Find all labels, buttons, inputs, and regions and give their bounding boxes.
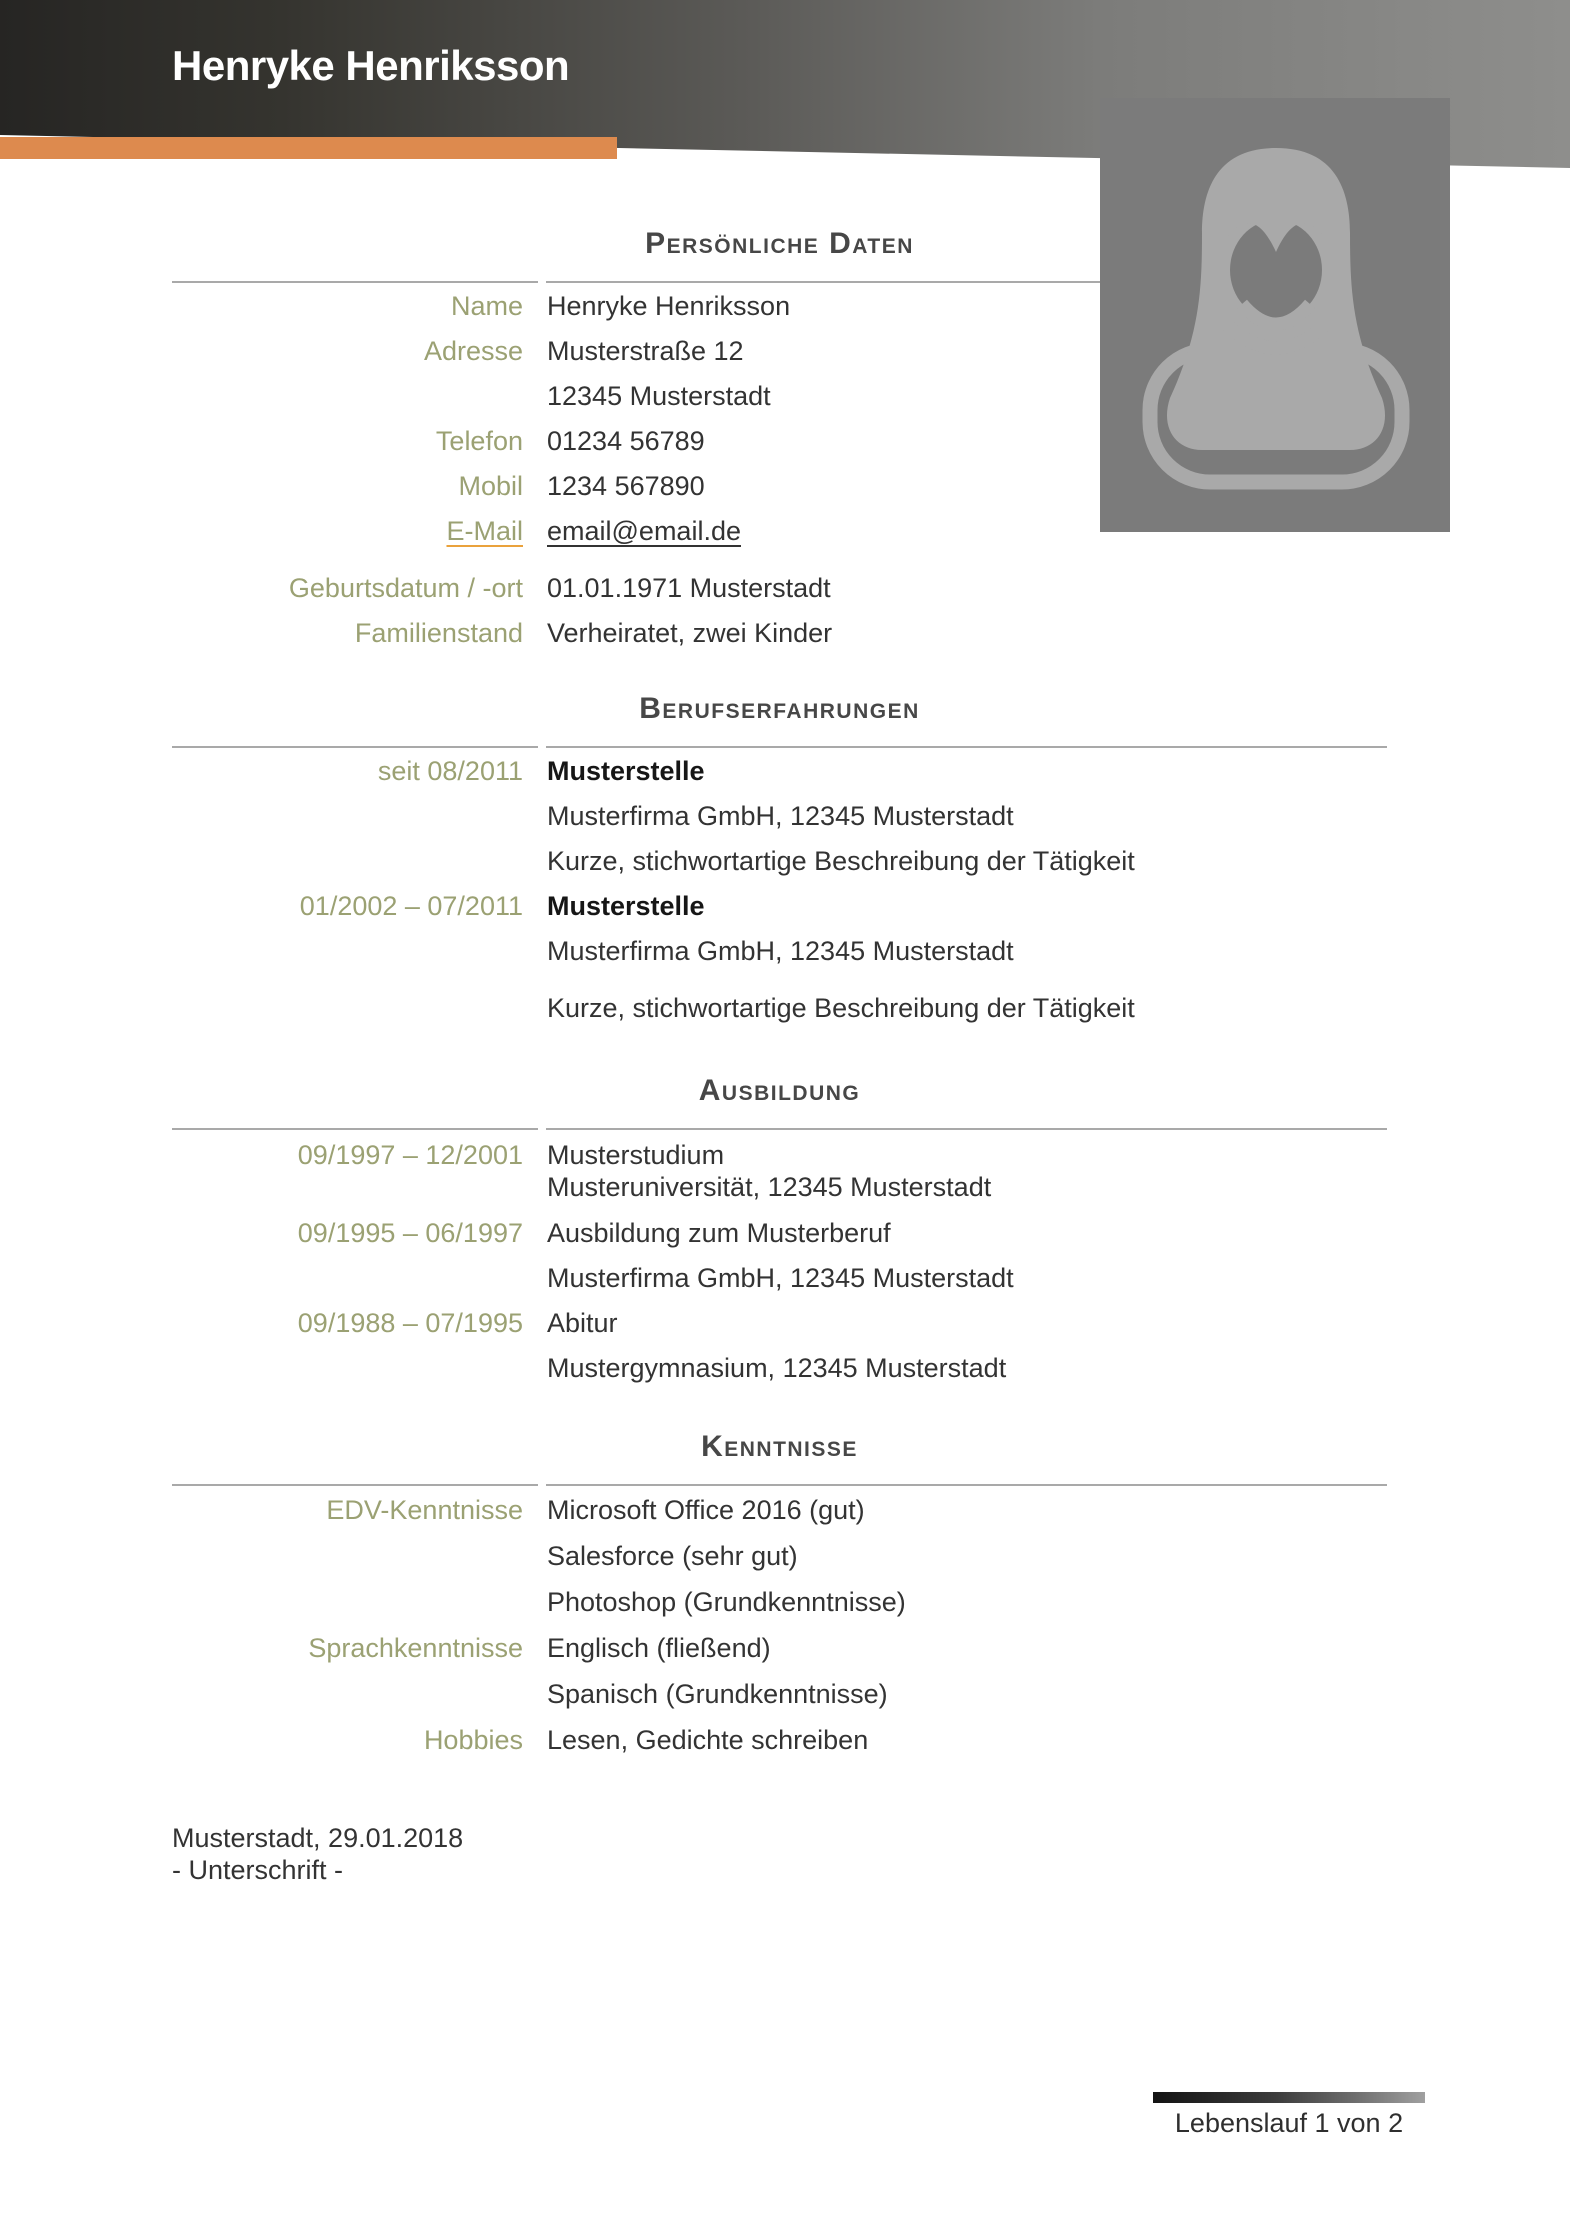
section-title: Ausbildung xyxy=(698,1074,861,1107)
section-divider xyxy=(172,1128,1387,1130)
female-user-silhouette-icon xyxy=(1100,98,1450,532)
field-value: Salesforce (sehr gut) xyxy=(547,1540,798,1571)
field-value: Lesen, Gedichte schreiben xyxy=(547,1724,869,1755)
field-label: seit 08/2011 xyxy=(377,756,523,786)
field-label: Geburtsdatum / -ort xyxy=(288,573,523,603)
cv-row xyxy=(172,1487,1387,1533)
footer-page-label: Lebenslauf 1 von 2 xyxy=(1174,2108,1404,2138)
profile-photo-placeholder xyxy=(1100,98,1450,532)
field-value: Verheiratet, zwei Kinder xyxy=(547,618,833,648)
accent-bar xyxy=(0,137,617,159)
field-value: Mustergymnasium, 12345 Musterstadt xyxy=(547,1353,1007,1383)
cv-row xyxy=(172,1717,1387,1763)
field-value: Photoshop (Grundkenntnisse) xyxy=(547,1586,906,1617)
page-title: Henryke Henriksson xyxy=(172,42,570,89)
cv-row xyxy=(172,1625,1387,1671)
field-value: Kurze, stichwortartige Beschreibung der Tätigkeit xyxy=(547,846,1135,876)
section-skills xyxy=(172,1429,1387,1763)
section-title: Berufserfahrungen xyxy=(639,692,920,725)
field-value: Musterstudium Musteruniversität, 12345 Musterstadt xyxy=(547,1140,992,1202)
cv-row xyxy=(172,1671,1387,1717)
footer-page-bar xyxy=(1153,2092,1425,2103)
field-value: Musterstelle xyxy=(547,891,705,921)
cv-row xyxy=(172,749,1387,794)
field-value: Musterstelle xyxy=(547,756,705,786)
field-label: 09/1988 – 07/1995 xyxy=(297,1308,523,1338)
cv-row xyxy=(172,884,1387,929)
field-value: Henryke Henriksson xyxy=(547,291,791,321)
cv-row xyxy=(172,1579,1387,1625)
cv-row xyxy=(172,1131,1387,1203)
field-value: Kurze, stichwortartige Beschreibung der Tätigkeit xyxy=(547,993,1135,1023)
field-label: E-Mail xyxy=(446,516,523,546)
cv-row xyxy=(172,839,1387,884)
field-label: Mobil xyxy=(458,471,523,501)
cv-row xyxy=(172,1346,1387,1391)
cv-row xyxy=(172,929,1387,974)
field-value: Ausbildung zum Musterberuf xyxy=(547,1218,891,1248)
field-label: Telefon xyxy=(435,426,523,456)
section-title: Kenntnisse xyxy=(701,1430,858,1463)
field-label: 09/1997 – 12/2001 xyxy=(297,1140,523,1170)
signature-block xyxy=(172,1822,463,1886)
cv-row xyxy=(172,611,1387,656)
field-value: Musterfirma GmbH, 12345 Musterstadt xyxy=(547,1263,1014,1293)
signature-line: - Unterschrift - xyxy=(172,1855,344,1885)
field-value: Spanisch (Grundkenntnisse) xyxy=(547,1678,888,1709)
section-education xyxy=(172,1073,1387,1391)
field-value: Musterfirma GmbH, 12345 Musterstadt xyxy=(547,936,1014,966)
field-label: 09/1995 – 06/1997 xyxy=(297,1218,523,1248)
cv-row xyxy=(172,1533,1387,1579)
field-value: Musterstraße 12 xyxy=(547,336,744,366)
field-value: 12345 Musterstadt xyxy=(547,381,771,411)
cv-row xyxy=(172,1211,1387,1256)
section-title: Persönliche Daten xyxy=(645,227,914,260)
field-value: Abitur xyxy=(547,1308,618,1338)
section-rows xyxy=(172,1130,1387,1391)
section-divider xyxy=(172,746,1387,748)
email-link[interactable]: email@email.de xyxy=(547,516,741,546)
cv-row xyxy=(172,1301,1387,1346)
section-divider xyxy=(172,1484,1387,1486)
cv-row xyxy=(172,566,1387,611)
section-rows xyxy=(172,748,1387,1031)
field-value: Englisch (fließend) xyxy=(547,1632,771,1663)
section-work-experience xyxy=(172,691,1387,1031)
field-label: Adresse xyxy=(423,336,523,366)
cv-row xyxy=(172,986,1387,1031)
field-value: 01.01.1971 Musterstadt xyxy=(547,573,831,603)
field-value: Microsoft Office 2016 (gut) xyxy=(547,1494,865,1525)
section-rows xyxy=(172,1486,1387,1763)
signature-place-date: Musterstadt, 29.01.2018 xyxy=(172,1823,464,1853)
cv-row xyxy=(172,1256,1387,1301)
field-label: Familienstand xyxy=(354,618,523,648)
cv-row xyxy=(172,794,1387,839)
field-value: 1234 567890 xyxy=(547,471,705,501)
field-value: 01234 56789 xyxy=(547,426,705,456)
field-label: EDV-Kenntnisse xyxy=(326,1494,523,1525)
field-value-line2: Musteruniversität, 12345 Musterstadt xyxy=(547,1172,992,1202)
field-label: 01/2002 – 07/2011 xyxy=(299,891,523,921)
field-value: Musterfirma GmbH, 12345 Musterstadt xyxy=(547,801,1014,831)
field-label: Hobbies xyxy=(423,1724,523,1755)
field-label: Name xyxy=(450,291,523,321)
field-label: Sprachkenntnisse xyxy=(308,1632,523,1663)
